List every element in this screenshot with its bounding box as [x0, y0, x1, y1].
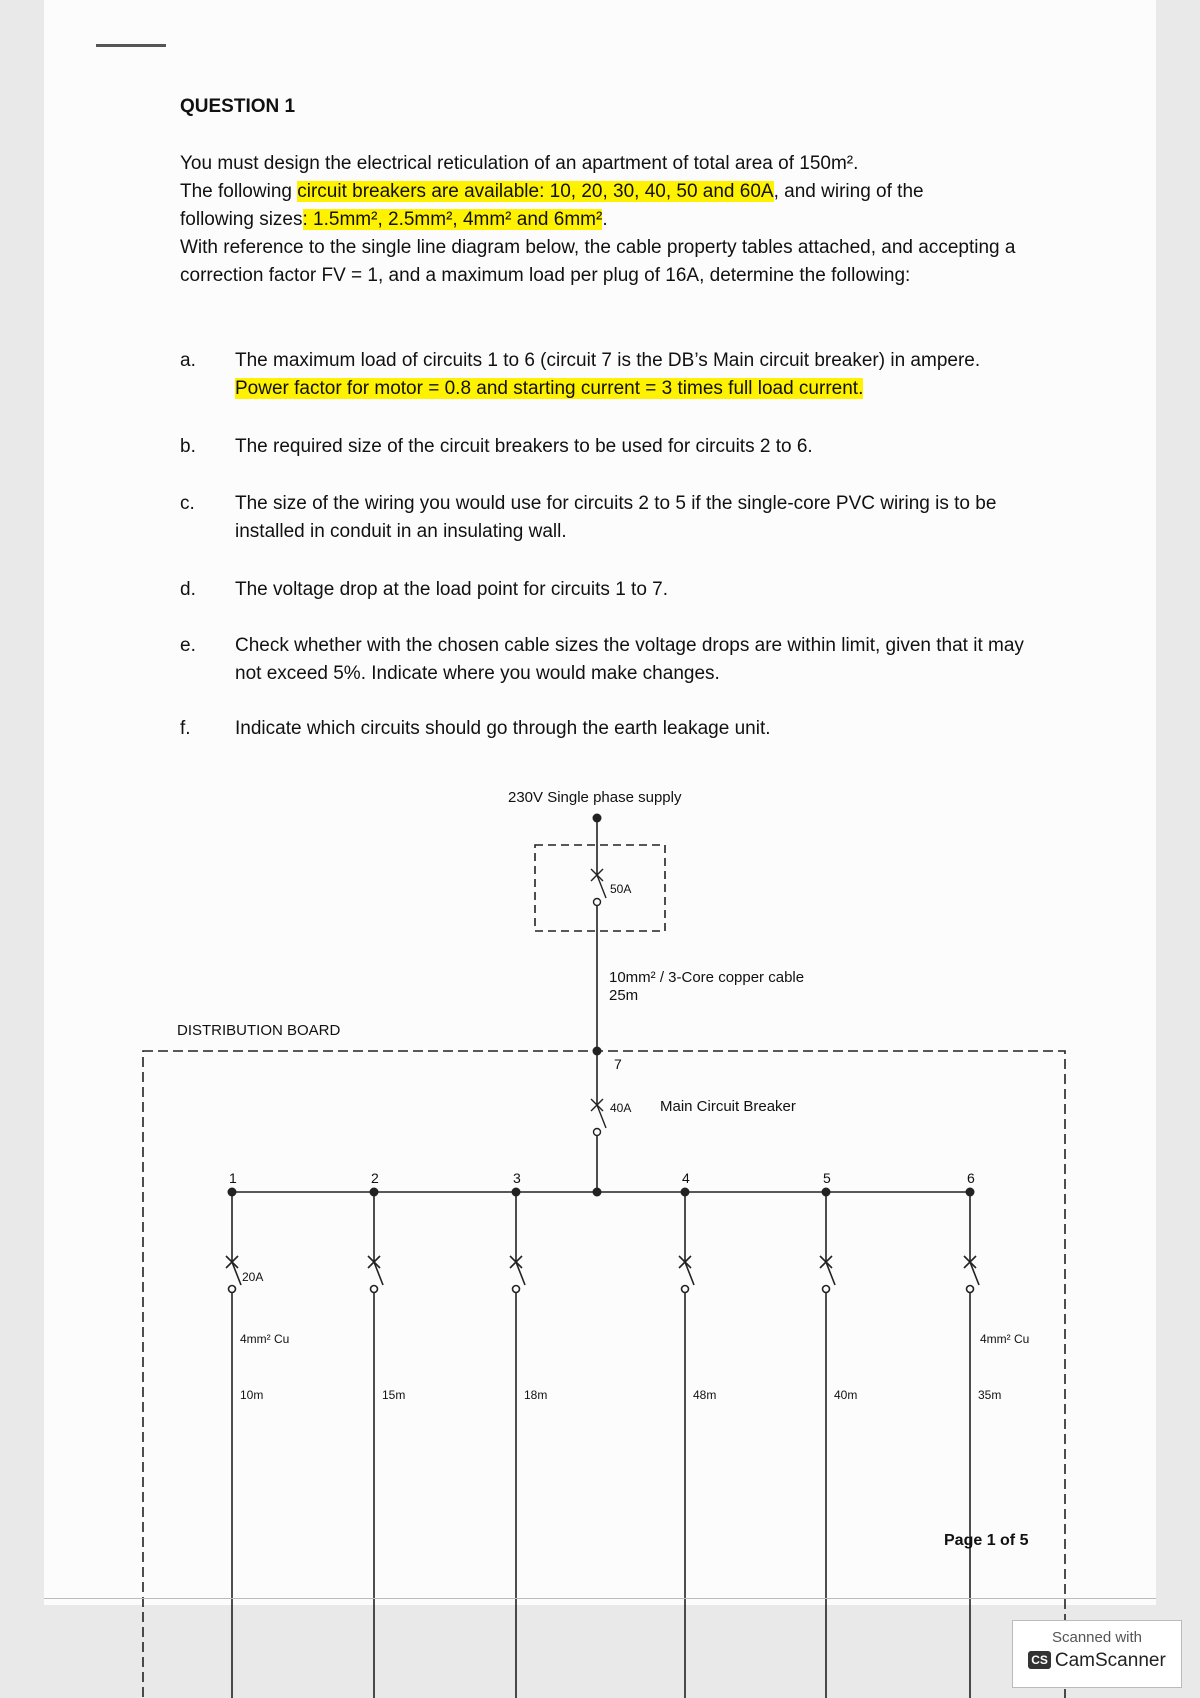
circuit-number: 3	[513, 1170, 521, 1186]
main-breaker-symbol	[591, 1099, 606, 1136]
busbar-node	[228, 1188, 237, 1197]
item-body: The maximum load of circuits 1 to 6 (circuit 7 is the DB’s Main circuit breaker) in ampere.	[235, 350, 981, 371]
item-label: c.	[180, 493, 195, 514]
breaker-terminal	[823, 1286, 830, 1293]
busbar-node	[822, 1188, 831, 1197]
supply-label: 230V Single phase supply	[508, 789, 682, 806]
camscanner-logo-icon: CS	[1028, 1651, 1051, 1669]
highlighted-text: circuit breakers are available: 10, 20, 30, 40, 50 and 60A	[297, 181, 774, 202]
main-breaker-label: Main Circuit Breaker	[660, 1098, 796, 1115]
circuit-number: 6	[967, 1170, 975, 1186]
intro-text: .	[602, 209, 608, 230]
highlighted-text: Power factor for motor = 0.8 and starting current = 3 times full load current.	[235, 378, 864, 399]
busbar-node	[966, 1188, 975, 1197]
supply-node	[593, 814, 602, 823]
intro-text: The following	[180, 181, 298, 202]
question-heading: QUESTION 1	[180, 96, 296, 117]
circuit-number: 5	[823, 1170, 831, 1186]
distribution-board-enclosure	[143, 1051, 1065, 1698]
cable-length: 15m	[382, 1388, 406, 1402]
intro-line-4: With reference to the single line diagram below, the cable property tables attached, and accepting a correction factor FV = 1, and a maximum load per plug of 16A, determine the following:	[180, 237, 1016, 286]
supply-breaker-rating: 50A	[610, 882, 632, 896]
distribution-board-label: DISTRIBUTION BOARD	[177, 1022, 341, 1039]
cable-size: 4mm² Cu	[240, 1332, 290, 1346]
item-label: d.	[180, 579, 196, 600]
breaker-terminal	[513, 1286, 520, 1293]
circuit-number: 4	[682, 1170, 690, 1186]
breaker-terminal	[967, 1286, 974, 1293]
item-text: Check whether with the chosen cable sizes the voltage drops are within limit, given that it may not exceed 5%. Indicate where you would make changes.	[235, 635, 1024, 684]
main-breaker-number: 7	[614, 1056, 622, 1072]
highlighted-text: : 1.5mm², 2.5mm², 4mm² and 6mm²	[302, 209, 603, 230]
intro-text: , and wiring of the	[773, 181, 924, 202]
breaker-terminal	[682, 1286, 689, 1293]
cable-length: 25m	[609, 987, 639, 1004]
cable-size: 4mm² Cu	[980, 1332, 1030, 1346]
item-text: Indicate which circuits should go through the earth leakage unit.	[235, 718, 771, 739]
page-number: Page 1 of 5	[944, 1532, 1029, 1549]
busbar-junction-node	[593, 1188, 602, 1197]
circuit-number: 1	[229, 1170, 237, 1186]
item-label: b.	[180, 436, 196, 457]
supply-breaker-enclosure	[535, 845, 665, 931]
page-edge	[44, 1598, 1156, 1599]
cable-spec: 10mm² / 3-Core copper cable	[609, 969, 805, 986]
circuit-number: 2	[371, 1170, 379, 1186]
item-text: The voltage drop at the load point for circuits 1 to 7.	[235, 579, 669, 600]
busbar-node	[512, 1188, 521, 1197]
breaker-terminal	[371, 1286, 378, 1293]
item-label: e.	[180, 635, 196, 656]
item-label: f.	[180, 718, 191, 739]
intro-text: following sizes	[180, 209, 303, 230]
scanner-caption: Scanned with	[1051, 1629, 1143, 1646]
breaker-terminal	[229, 1286, 236, 1293]
cable-length: 40m	[834, 1388, 858, 1402]
item-text: The size of the wiring you would use for circuits 2 to 5 if the single-core PVC wiring is to be installed in conduit in an insulating wall.	[235, 493, 997, 542]
main-breaker-rating: 40A	[610, 1101, 632, 1115]
db-entry-node	[593, 1047, 602, 1056]
cable-length: 48m	[693, 1388, 717, 1402]
intro-line-1: You must design the electrical reticulation of an apartment of total area of 150m².	[180, 153, 859, 174]
cable-length: 10m	[240, 1388, 264, 1402]
scanner-brand-name: CamScanner	[1054, 1650, 1166, 1671]
busbar-node	[681, 1188, 690, 1197]
camscanner-watermark	[1012, 1620, 1182, 1688]
breaker-rating: 20A	[242, 1270, 264, 1284]
busbar-node	[370, 1188, 379, 1197]
item-label: a.	[180, 350, 196, 371]
item-text: The required size of the circuit breakers to be used for circuits 2 to 6.	[235, 436, 813, 457]
scanner-brand	[1013, 1650, 1181, 1672]
branch-circuits	[213, 1170, 1030, 1698]
supply-breaker-symbol	[591, 869, 606, 906]
cable-length: 18m	[524, 1388, 548, 1402]
cable-length: 35m	[978, 1388, 1002, 1402]
